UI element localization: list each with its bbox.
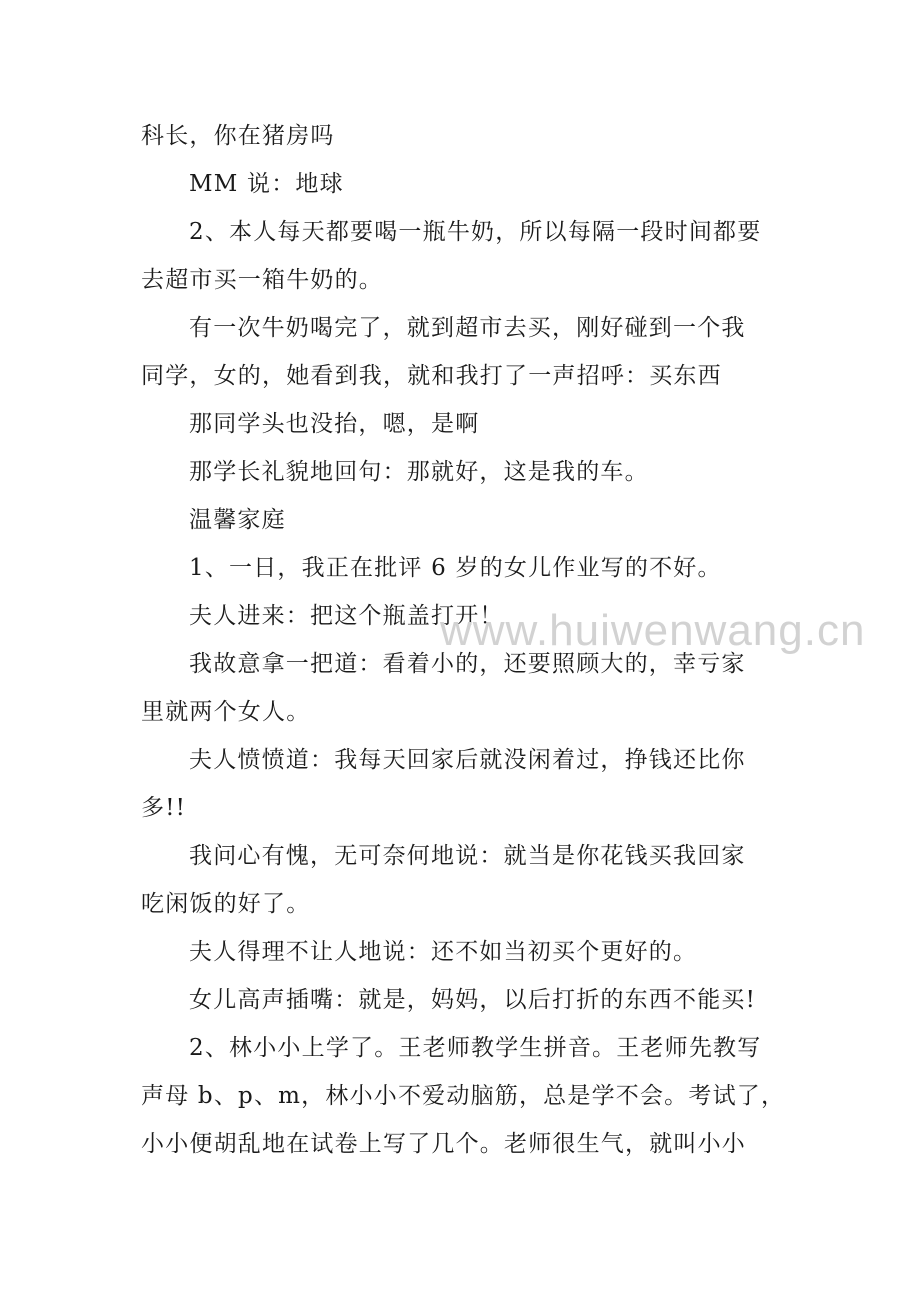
text-line-2: MM 说：地球 — [189, 171, 344, 197]
text-line-3: 2、本人每天都要喝一瓶牛奶，所以每隔一段时间都要 — [189, 219, 762, 245]
text-line-17: 吃闲饭的好了。 — [141, 891, 311, 917]
text-line-5: 有一次牛奶喝完了，就到超市去买，刚好碰到一个我 — [189, 315, 746, 341]
text-line-21: 声母 b、p、m，林小小不爱动脑筋，总是学不会。考试了， — [141, 1083, 786, 1109]
text-line-4: 去超市买一箱牛奶的。 — [141, 267, 383, 293]
text-line-6: 同学，女的，她看到我，就和我打了一声招呼：买东西 — [141, 363, 722, 389]
text-line-12: 我故意拿一把道：看着小的，还要照顾大的，幸亏家 — [189, 651, 746, 677]
text-line-8: 那学长礼貌地回句：那就好，这是我的车。 — [189, 459, 649, 485]
text-line-10: 1、一日，我正在批评 6 岁的女儿作业写的不好。 — [189, 555, 722, 581]
watermark: www.huiwenwang.cn — [440, 606, 866, 655]
text-line-11: 夫人进来：把这个瓶盖打开！ — [189, 603, 504, 629]
text-line-19: 女儿高声插嘴：就是，妈妈，以后打折的东西不能买! — [189, 987, 757, 1013]
text-line-7: 那同学头也没抬，嗯，是啊 — [189, 411, 480, 437]
text-line-16: 我问心有愧，无可奈何地说：就当是你花钱买我回家 — [189, 843, 746, 869]
text-line-20: 2、林小小上学了。王老师教学生拼音。王老师先教写 — [189, 1035, 762, 1061]
text-line-18: 夫人得理不让人地说：还不如当初买个更好的。 — [189, 939, 698, 965]
text-line-15: 多!! — [141, 795, 187, 821]
section-heading: 温馨家庭 — [189, 507, 286, 533]
text-line-13: 里就两个女人。 — [141, 699, 311, 725]
text-line-14: 夫人愤愤道：我每天回家后就没闲着过，挣钱还比你 — [189, 747, 746, 773]
text-line-22: 小小便胡乱地在试卷上写了几个。老师很生气，就叫小小 — [141, 1131, 746, 1157]
text-line-1: 科长，你在猪房吗 — [141, 123, 335, 149]
